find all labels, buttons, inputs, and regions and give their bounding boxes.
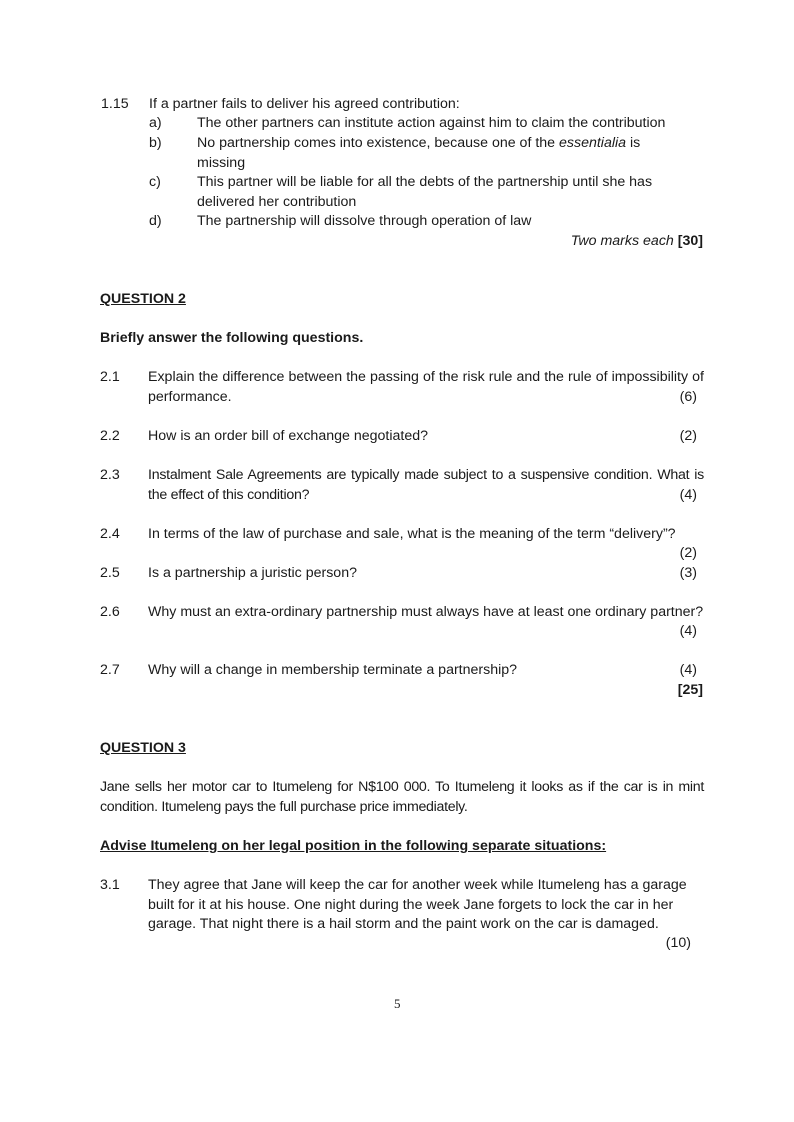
question-text: Why must an extra-ordinary partnership must always have at least one ordinary partner? — [148, 604, 704, 620]
question-text: Why will a change in membership terminate a partnership? — [148, 662, 518, 678]
question-number: 2.6 — [100, 604, 120, 620]
advise-instruction: Advise Itumeleng on her legal position in the following separate situations: — [100, 838, 607, 854]
option-text: The partnership will dissolve through operation of law — [197, 213, 532, 229]
question-marks: (3) — [679, 565, 697, 581]
question-text: How is an order bill of exchange negotiated? — [148, 428, 428, 444]
marks-allocation: Two marks each [30] — [570, 233, 703, 249]
question-number: 2.5 — [100, 565, 120, 581]
question-number: 2.1 — [100, 369, 120, 385]
question-number: 1.15 — [101, 96, 129, 112]
question-number: 2.4 — [100, 526, 120, 542]
question-number: 2.2 — [100, 428, 120, 444]
option-letter: a) — [149, 115, 162, 131]
question-marks: (2) — [679, 545, 697, 561]
question-text: They agree that Jane will keep the car for another week while Itumeleng has a garage built for it at his house. One night during the week Jane forgets to lock the car in her garage. That night there is a hail storm and the paint work on the car is damaged. — [148, 877, 687, 932]
question-stem: If a partner fails to deliver his agreed contribution: — [149, 96, 460, 112]
italic-term: essentialia — [559, 135, 627, 151]
question-marks: (10) — [665, 935, 691, 951]
option-letter: d) — [149, 213, 162, 229]
question-marks: (4) — [679, 487, 697, 503]
option-text: This partner will be liable for all the debts of the partnership until she has delivered her contribution — [197, 174, 653, 210]
question-number: 3.1 — [100, 877, 120, 893]
option-letter: c) — [149, 174, 161, 190]
question-marks: (6) — [679, 389, 697, 405]
option-text: No partnership comes into existence, because one of the essentialia is missing — [197, 135, 641, 171]
option-letter: b) — [149, 135, 162, 151]
question-total: [25] — [677, 682, 703, 698]
question-number: 2.7 — [100, 662, 120, 678]
page-number: 5 — [394, 996, 401, 1011]
question-marks: (4) — [679, 623, 697, 639]
option-text: The other partners can institute action against him to claim the contribution — [197, 115, 666, 131]
question-heading: QUESTION 3 — [100, 740, 186, 756]
question-text: Is a partnership a juristic person? — [148, 565, 357, 581]
question-instruction: Briefly answer the following questions. — [100, 330, 364, 346]
question-marks: (2) — [679, 428, 697, 444]
scenario-text: Jane sells her motor car to Itumeleng for N$100 000. To Itumeleng it looks as if the car is in mint condition. Itumeleng pays the full purchase price immediately. — [100, 779, 704, 815]
question-heading: QUESTION 2 — [100, 291, 186, 307]
question-text: In terms of the law of purchase and sale, what is the meaning of the term “delivery”? — [148, 526, 676, 542]
question-text: Explain the difference between the passing of the risk rule and the rule of impossibility of performance. — [148, 369, 704, 405]
question-marks: (4) — [679, 662, 697, 678]
question-text: Instalment Sale Agreements are typically made subject to a suspensive condition. What is the effect of this condition? — [148, 467, 704, 503]
question-number: 2.3 — [100, 467, 120, 483]
